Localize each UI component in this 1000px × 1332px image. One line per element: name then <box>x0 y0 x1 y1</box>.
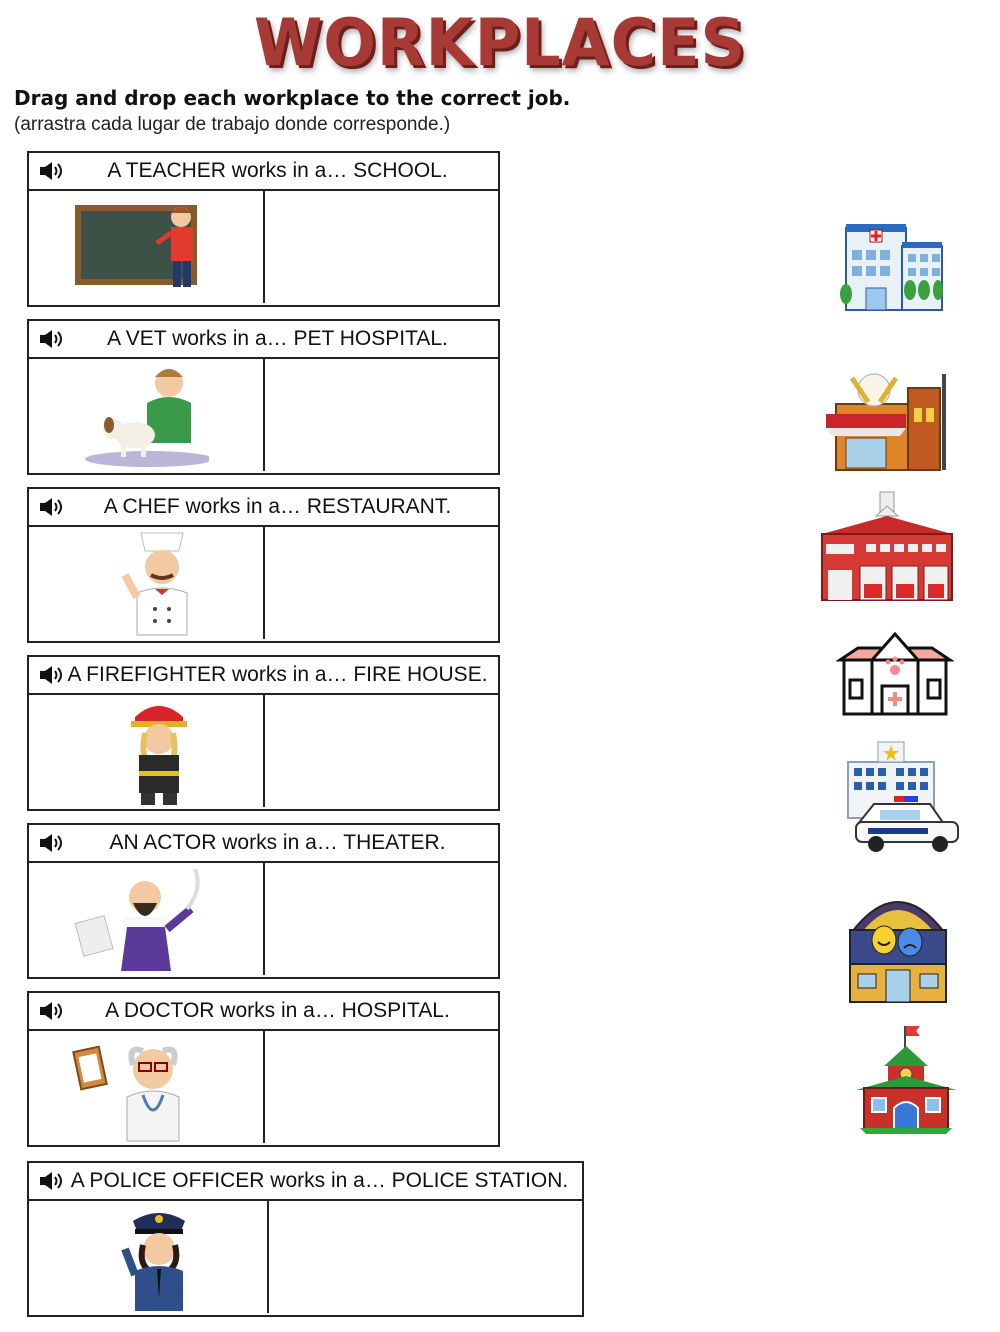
school-building-draggable[interactable] <box>854 1024 958 1141</box>
speaker-icon[interactable] <box>37 663 65 687</box>
actor-image <box>29 863 265 975</box>
drop-zone[interactable] <box>265 359 498 471</box>
instruction-text: Drag and drop each workplace to the correct job. <box>14 86 571 110</box>
job-sentence: A FIREFIGHTER works in a… FIRE HOUSE. <box>67 663 488 686</box>
job-card-firefighter <box>27 655 500 811</box>
job-card-actor <box>27 823 500 979</box>
job-card-doctor <box>27 991 500 1147</box>
job-sentence: A CHEF works in a… RESTAURANT. <box>103 495 452 518</box>
drop-zone[interactable] <box>265 695 498 807</box>
speaker-icon[interactable] <box>37 495 65 519</box>
page-title: WORKPLACES <box>253 4 747 81</box>
job-sentence: AN ACTOR works in a… THEATER. <box>109 831 446 854</box>
doctor-image <box>29 1031 265 1143</box>
chef-image <box>29 527 265 639</box>
speaker-icon[interactable] <box>37 159 65 183</box>
drop-zone[interactable] <box>265 863 498 975</box>
drop-zone[interactable] <box>265 191 498 303</box>
job-card-vet <box>27 319 500 475</box>
speaker-icon[interactable] <box>37 327 65 351</box>
restaurant-building-draggable[interactable] <box>822 368 950 477</box>
job-sentence: A DOCTOR works in a… HOSPITAL. <box>105 999 450 1022</box>
job-sentence: A VET works in a… PET HOSPITAL. <box>107 327 448 350</box>
vet-image <box>29 359 265 471</box>
speaker-icon[interactable] <box>37 831 65 855</box>
drop-zone[interactable] <box>265 527 498 639</box>
speaker-icon[interactable] <box>37 999 65 1023</box>
job-sentence: A POLICE OFFICER works in a… POLICE STATION. <box>70 1169 569 1192</box>
job-card-teacher <box>27 151 500 307</box>
job-card-chef <box>27 487 500 643</box>
pet-hospital-building-draggable[interactable] <box>836 630 954 723</box>
job-card-police-officer <box>27 1161 584 1317</box>
theater-building-draggable[interactable] <box>846 892 950 1009</box>
fire-house-building-draggable[interactable] <box>816 490 958 609</box>
speaker-icon[interactable] <box>37 1169 65 1193</box>
firefighter-image <box>29 695 265 807</box>
hospital-building-draggable[interactable] <box>836 218 946 319</box>
drop-zone[interactable] <box>269 1201 582 1313</box>
police-officer-image <box>29 1201 269 1313</box>
job-sentence: A TEACHER works in a… SCHOOL. <box>107 159 448 182</box>
police-station-building-draggable[interactable] <box>844 740 962 859</box>
teacher-image <box>29 191 265 303</box>
instruction-translation: (arrastra cada lugar de trabajo donde corresponde.) <box>14 114 451 135</box>
drop-zone[interactable] <box>265 1031 498 1143</box>
